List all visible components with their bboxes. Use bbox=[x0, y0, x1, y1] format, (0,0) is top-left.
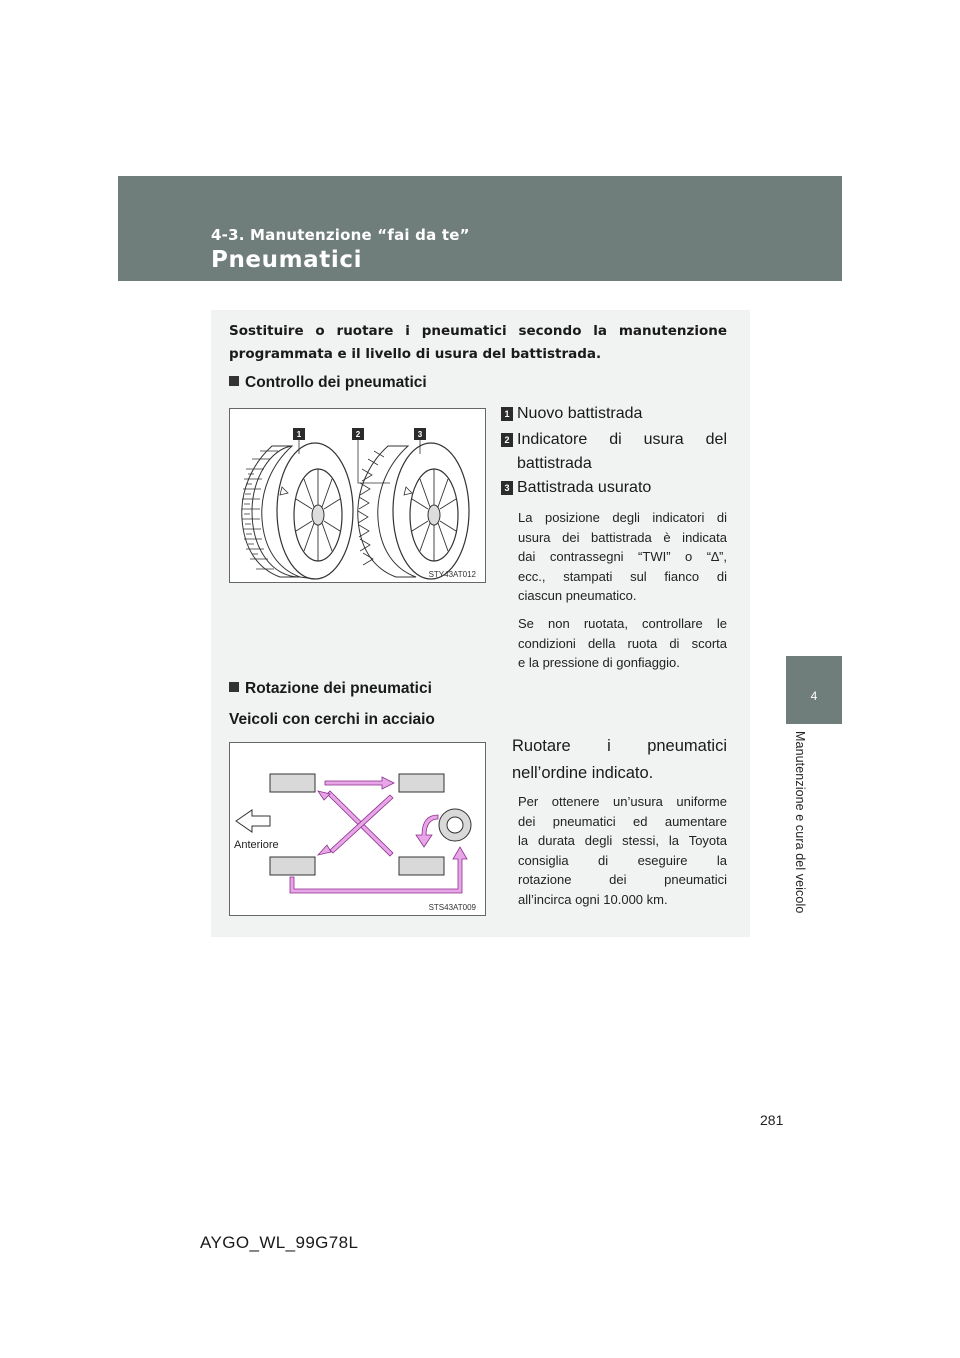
tire-tread-figure bbox=[229, 408, 486, 583]
svg-text:2: 2 bbox=[355, 430, 361, 439]
note-line: dei pneumatici ed aumentare bbox=[518, 813, 727, 829]
front-label: Anteriore bbox=[234, 839, 279, 851]
instruction-line: Ruotare i pneumatici bbox=[512, 737, 727, 755]
legend-label: Battistrada usurato bbox=[517, 479, 652, 496]
instruction-line: nell’ordine indicato. bbox=[512, 764, 654, 782]
chapter-title: Manutenzione e cura del veicolo bbox=[793, 731, 807, 914]
note-line: ciascun pneumatico. bbox=[518, 588, 637, 603]
section-label: 4-3. Manutenzione “fai da te” bbox=[211, 226, 470, 244]
rotation-figure bbox=[229, 742, 486, 916]
note-line: Se non ruotata, controllare le bbox=[518, 616, 727, 631]
figure-code: STS43AT009 bbox=[428, 903, 476, 912]
legend-label: Indicatore di usura del bbox=[517, 431, 727, 448]
figure-code: STY43AT012 bbox=[428, 570, 476, 579]
number-badge-1: 1 bbox=[501, 407, 513, 421]
note-line: Per ottenere un’usura uniforme bbox=[518, 794, 727, 809]
square-bullet-icon bbox=[229, 682, 239, 692]
note-line: dai contrassegni “TWI” o “∆”, bbox=[518, 549, 727, 564]
rotation-diagram bbox=[230, 743, 485, 915]
rotation-arrows bbox=[290, 777, 467, 893]
svg-text:1: 1 bbox=[296, 430, 302, 439]
rear-left-tire bbox=[270, 857, 315, 875]
note-line: la durata degli stessi, la Toyota bbox=[518, 833, 727, 848]
note-line: ecc., stampati sul fianco di bbox=[518, 568, 727, 584]
worn-tire bbox=[358, 443, 469, 579]
note-line: usura dei battistrada è indicata bbox=[518, 529, 727, 545]
rotation-note bbox=[518, 792, 727, 909]
legend-item-2 bbox=[501, 428, 727, 476]
note-line: e la pressione di gonfiaggio. bbox=[518, 655, 680, 670]
square-bullet-icon bbox=[229, 376, 239, 386]
page-title: Pneumatici bbox=[211, 247, 363, 273]
footer-code: AYGO_WL_99G78L bbox=[200, 1233, 359, 1252]
chapter-tab[interactable] bbox=[786, 656, 842, 724]
front-left-tire bbox=[270, 774, 315, 792]
chapter-number: 4 bbox=[810, 689, 818, 703]
note-line: consiglia di eseguire la bbox=[518, 852, 727, 868]
check-heading-text: Controllo dei pneumatici bbox=[245, 374, 427, 391]
number-badge-3: 3 bbox=[501, 481, 513, 495]
note-line: La posizione degli indicatori di bbox=[518, 510, 727, 525]
rotation-subheading: Veicoli con cerchi in acciaio bbox=[229, 711, 435, 728]
front-right-tire bbox=[399, 774, 444, 792]
note-line: rotazione dei pneumatici bbox=[518, 872, 727, 887]
intro-paragraph bbox=[229, 320, 727, 366]
new-tire bbox=[242, 443, 353, 579]
legend-item-3 bbox=[501, 476, 727, 500]
front-direction-icon bbox=[236, 810, 270, 832]
rotation-instruction bbox=[512, 733, 727, 787]
legend-item-1 bbox=[501, 402, 727, 426]
wear-indicator-note bbox=[518, 508, 727, 606]
intro-line: Sostituire o ruotare i pneumatici secondo la manutenzione bbox=[229, 323, 727, 339]
tire-illustration bbox=[230, 409, 485, 582]
intro-line: programmata e il livello di usura del battistrada. bbox=[229, 346, 602, 362]
number-badge-2: 2 bbox=[501, 433, 513, 447]
legend-label: battistrada bbox=[517, 455, 592, 472]
check-heading bbox=[229, 374, 427, 392]
svg-text:3: 3 bbox=[417, 430, 423, 439]
note-line: all’incirca ogni 10.000 km. bbox=[518, 891, 668, 907]
rear-right-tire bbox=[399, 857, 444, 875]
rotation-heading bbox=[229, 680, 432, 698]
note-line: condizioni della ruota di scorta bbox=[518, 635, 727, 651]
legend-label: Nuovo battistrada bbox=[517, 405, 643, 422]
rotation-heading-text: Rotazione dei pneumatici bbox=[245, 680, 432, 697]
page-number: 281 bbox=[760, 1112, 784, 1128]
spare-tire-note bbox=[518, 614, 727, 673]
